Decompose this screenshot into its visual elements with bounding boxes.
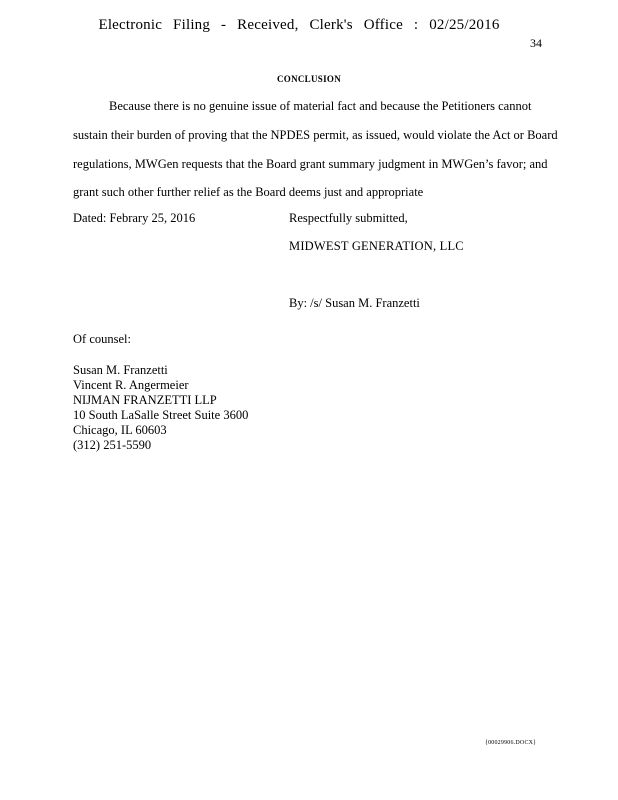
of-counsel-label: Of counsel: [73,332,131,346]
filing-stamp-header: Electronic Filing - Received, Clerk's Office : 02/25/2016 [98,17,500,33]
body-line-1: Because there is no genuine issue of material fact and because the Petitioners cannot [109,99,532,113]
counsel-address-block [73,363,248,453]
body-line-2: sustain their burden of proving that the NPDES permit, as issued, would violate the Act or Board [73,128,558,142]
body-line-4: grant such other further relief as the Board deems just and appropriate [73,185,424,199]
counsel-name: Susan M. Franzetti [73,363,168,377]
counsel-name: Vincent R. Angermeier [73,378,189,392]
phone-number: (312) 251-5590 [73,438,152,452]
company-name: MIDWEST GENERATION, LLC [289,239,464,253]
signature-by-line: By: /s/ Susan M. Franzetti [289,296,420,310]
law-firm-name: NIJMAN FRANZETTI LLP [73,393,217,407]
street-address: 10 South LaSalle Street Suite 3600 [73,408,249,422]
page-number: 34 [530,36,542,50]
document-id: {00029906.DOCX} [485,740,537,746]
body-line-3: regulations, MWGen requests that the Board grant summary judgment in MWGen’s favor; and [73,157,548,171]
city-state-zip: Chicago, IL 60603 [73,423,167,437]
section-heading: CONCLUSION [276,74,341,84]
respectfully-submitted: Respectfully submitted, [289,211,408,225]
dated-line: Dated: Febrary 25, 2016 [73,211,196,225]
